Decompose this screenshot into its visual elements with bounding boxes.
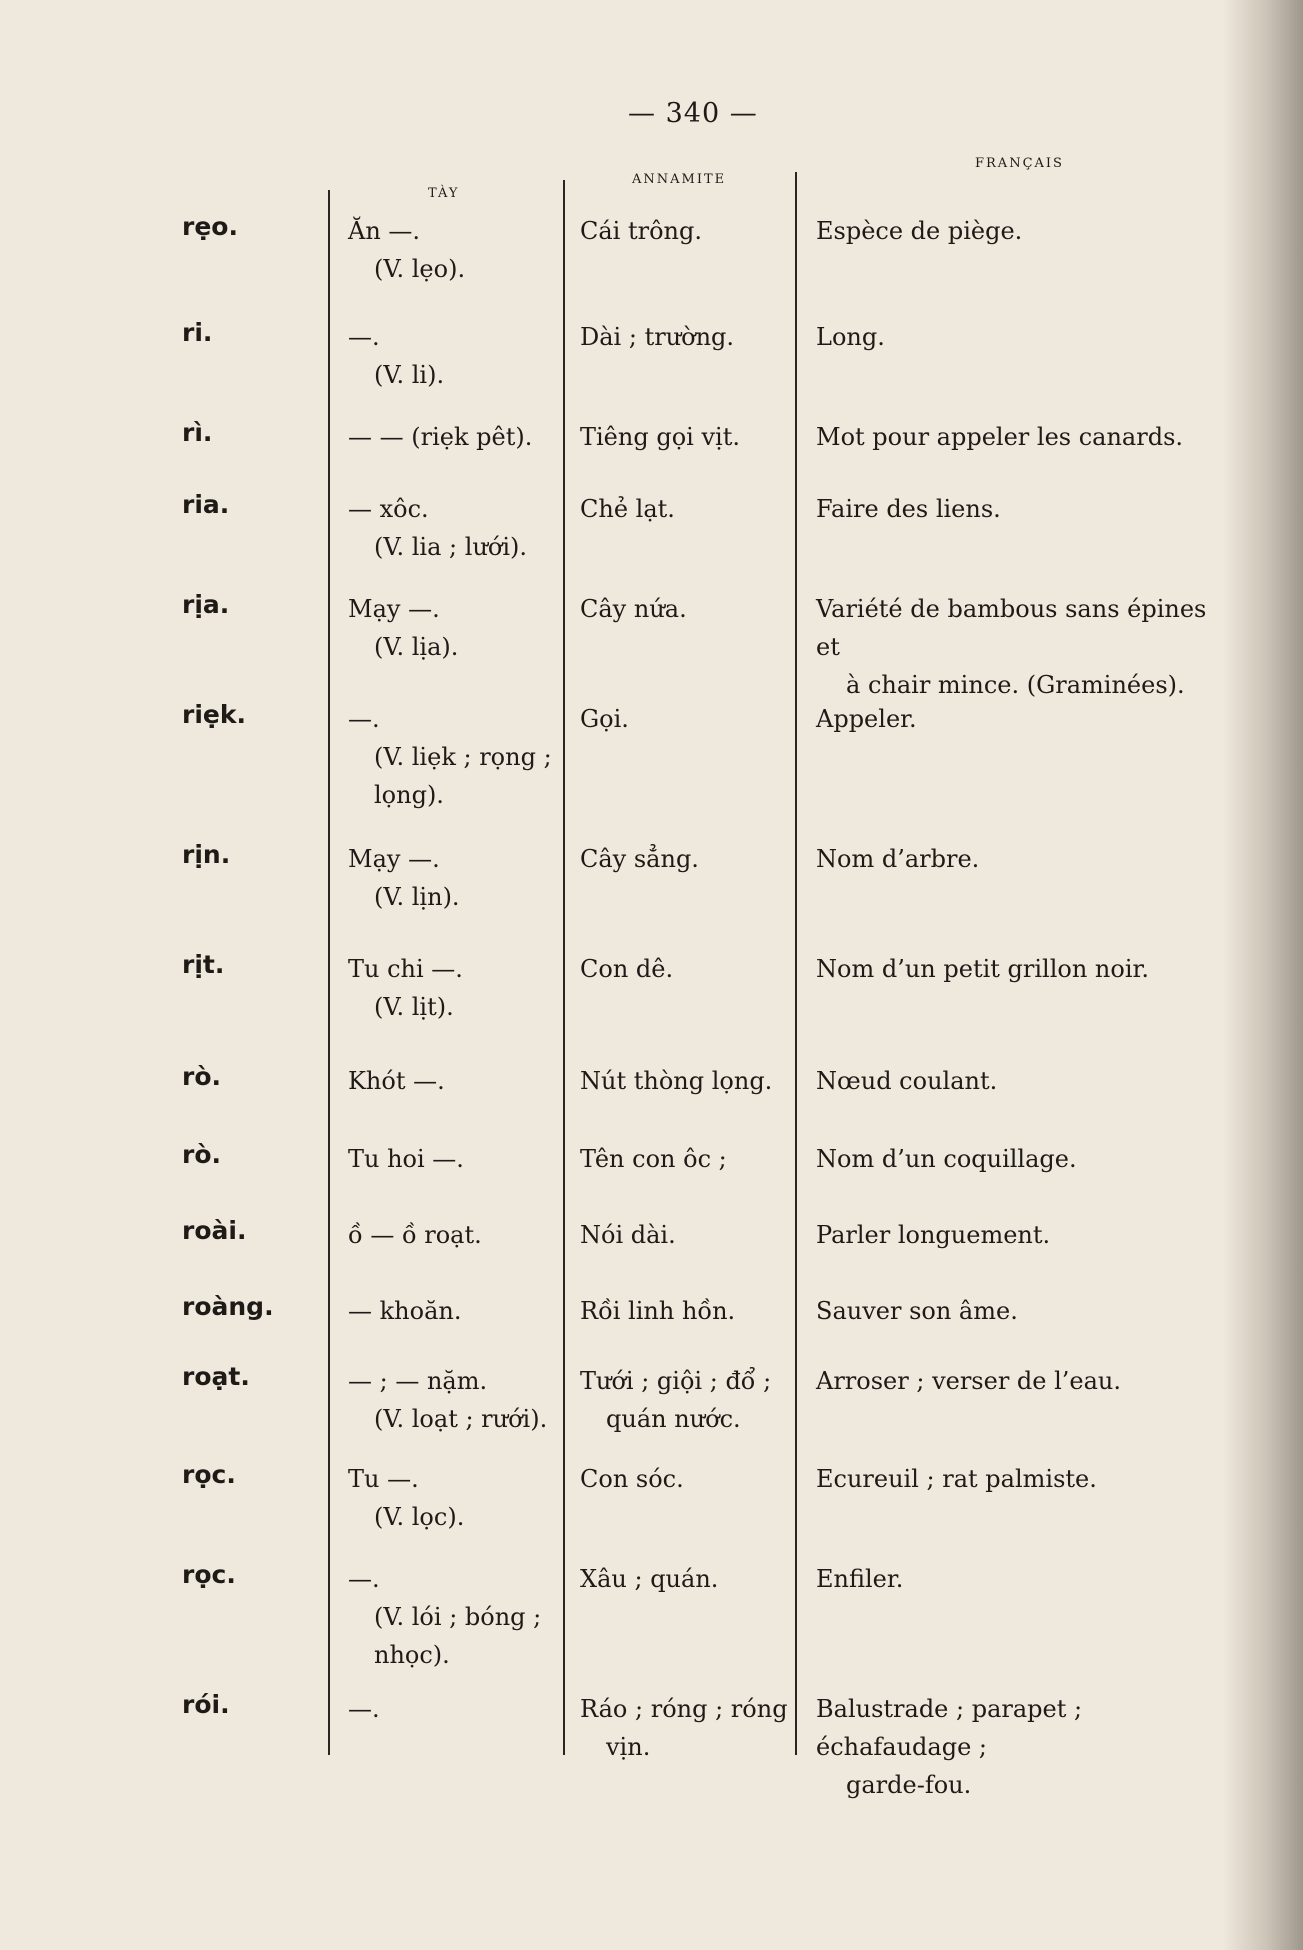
francais-text: Parler longuement. xyxy=(816,1221,1051,1249)
entry-headword: rịa. xyxy=(182,590,230,619)
entry-headword: riẹk. xyxy=(182,700,246,729)
entry-francais xyxy=(816,1140,1236,1178)
entry-tay xyxy=(348,1560,563,1674)
annamite-text: Nói dài. xyxy=(580,1221,676,1249)
entry-francais xyxy=(816,1292,1236,1330)
tay-text: Tu —. xyxy=(348,1465,419,1493)
tay-text: Mạy —. xyxy=(348,595,440,623)
tay-text: Tu hoi —. xyxy=(348,1145,464,1173)
entry-annamite xyxy=(580,950,815,988)
entry-annamite xyxy=(580,1362,815,1438)
tay-text: — — (riẹk pêt). xyxy=(348,423,533,451)
annamite-text: Gọi. xyxy=(580,705,629,733)
annamite-text: Dài ; trường. xyxy=(580,323,735,351)
tay-reference: (V. lịa). xyxy=(374,633,459,661)
francais-text: Appeler. xyxy=(816,705,917,733)
tay-text: —. xyxy=(348,323,380,351)
entry-francais xyxy=(816,840,1236,878)
tay-text: — xôc. xyxy=(348,495,429,523)
francais-text: Espèce de piège. xyxy=(816,217,1023,245)
entry-francais xyxy=(816,418,1236,456)
column-header-francais: FRANÇAIS xyxy=(975,156,1064,171)
francais-text: Faire des liens. xyxy=(816,495,1001,523)
column-header-tay: TÀY xyxy=(428,186,460,201)
tay-reference: (V. lọc). xyxy=(374,1503,465,1531)
tay-text: —. xyxy=(348,705,380,733)
annamite-text: Nút thòng lọng. xyxy=(580,1067,773,1095)
entry-tay xyxy=(348,1292,563,1330)
column-divider-2 xyxy=(563,180,565,1755)
entry-headword: rịt. xyxy=(182,950,225,979)
entry-annamite xyxy=(580,840,815,878)
tay-text: ồ — ồ roạt. xyxy=(348,1221,482,1249)
entry-tay xyxy=(348,212,563,288)
entry-annamite xyxy=(580,1690,815,1766)
entry-tay xyxy=(348,840,563,916)
annamite-continuation: quán nước. xyxy=(606,1405,741,1433)
tay-text: Mạy —. xyxy=(348,845,440,873)
annamite-text: Xâu ; quán. xyxy=(580,1565,719,1593)
tay-reference: (V. loạt ; rưới). xyxy=(374,1405,548,1433)
entry-headword: ria. xyxy=(182,490,230,519)
tay-reference: (V. lẹo). xyxy=(374,255,466,283)
tay-reference: (V. lia ; lưới). xyxy=(374,533,528,561)
entry-headword: rọc. xyxy=(182,1560,236,1589)
francais-text: Ecureuil ; rat palmiste. xyxy=(816,1465,1097,1493)
entry-annamite xyxy=(580,490,815,528)
entry-tay xyxy=(348,590,563,666)
entry-francais xyxy=(816,1690,1236,1804)
francais-text: Nom d’un petit grillon noir. xyxy=(816,955,1149,983)
entry-annamite xyxy=(580,1140,815,1178)
entry-francais xyxy=(816,490,1236,528)
entry-headword: rò. xyxy=(182,1062,222,1091)
entry-annamite xyxy=(580,1062,815,1100)
annamite-continuation: vịn. xyxy=(606,1733,651,1761)
tay-text: Tu chi —. xyxy=(348,955,463,983)
entry-annamite xyxy=(580,1292,815,1330)
entry-francais xyxy=(816,1460,1236,1498)
entry-headword: roàng. xyxy=(182,1292,274,1321)
entry-annamite xyxy=(580,318,815,356)
annamite-text: Tên con ôc ; xyxy=(580,1145,727,1173)
tay-reference: (V. lói ; bóng ; nhọc). xyxy=(374,1603,542,1669)
entry-annamite xyxy=(580,1460,815,1498)
entry-francais xyxy=(816,1216,1236,1254)
tay-text: Ăn —. xyxy=(348,217,421,245)
tay-reference: (V. liẹk ; rọng ; lọng). xyxy=(374,743,552,809)
entry-headword: roạt. xyxy=(182,1362,250,1391)
tay-text: —. xyxy=(348,1565,380,1593)
column-divider-1 xyxy=(328,190,330,1755)
tay-reference: (V. li). xyxy=(374,361,445,389)
entry-francais xyxy=(816,318,1236,356)
tay-text: — ; — nặm. xyxy=(348,1367,488,1395)
annamite-text: Rồi linh hồn. xyxy=(580,1297,736,1325)
entry-tay xyxy=(348,1216,563,1254)
entry-tay xyxy=(348,700,563,814)
entry-headword: rói. xyxy=(182,1690,230,1719)
annamite-text: Cây sẳng. xyxy=(580,845,699,873)
francais-continuation: à chair mince. (Graminées). xyxy=(846,671,1185,699)
annamite-text: Chẻ lạt. xyxy=(580,495,675,523)
annamite-text: Tưới ; giội ; đổ ; xyxy=(580,1367,772,1395)
entry-francais xyxy=(816,700,1236,738)
entry-annamite xyxy=(580,700,815,738)
entry-tay xyxy=(348,418,563,456)
annamite-text: Con sóc. xyxy=(580,1465,684,1493)
entry-francais xyxy=(816,1062,1236,1100)
entry-francais xyxy=(816,1362,1236,1400)
entry-headword: roài. xyxy=(182,1216,247,1245)
entry-tay xyxy=(348,318,563,394)
francais-text: Nœud coulant. xyxy=(816,1067,998,1095)
entry-tay xyxy=(348,1690,563,1728)
annamite-text: Cái trông. xyxy=(580,217,702,245)
entry-headword: rò. xyxy=(182,1140,222,1169)
francais-text: Enfiler. xyxy=(816,1565,904,1593)
entry-francais xyxy=(816,212,1236,250)
entry-francais xyxy=(816,1560,1236,1598)
entry-headword: rì. xyxy=(182,418,213,447)
entry-tay xyxy=(348,950,563,1026)
entry-tay xyxy=(348,1460,563,1536)
entry-annamite xyxy=(580,418,815,456)
tay-reference: (V. lịn). xyxy=(374,883,460,911)
entry-tay xyxy=(348,1062,563,1100)
annamite-text: Con dê. xyxy=(580,955,674,983)
entry-tay xyxy=(348,1140,563,1178)
annamite-text: Ráo ; róng ; róng xyxy=(580,1695,788,1723)
entry-headword: rịn. xyxy=(182,840,231,869)
entry-francais xyxy=(816,590,1236,704)
entry-annamite xyxy=(580,1216,815,1254)
tay-text: Khót —. xyxy=(348,1067,445,1095)
page-number: — 340 — xyxy=(628,98,758,129)
tay-text: —. xyxy=(348,1695,380,1723)
tay-reference: (V. lịt). xyxy=(374,993,454,1021)
entry-headword: rẹo. xyxy=(182,212,238,241)
entry-francais xyxy=(816,950,1236,988)
francais-text: Arroser ; verser de l’eau. xyxy=(816,1367,1122,1395)
francais-continuation: garde-fou. xyxy=(846,1771,972,1799)
entry-tay xyxy=(348,490,563,566)
column-header-annamite: ANNAMITE xyxy=(632,172,727,187)
francais-text: Nom d’arbre. xyxy=(816,845,980,873)
entry-annamite xyxy=(580,212,815,250)
tay-text: — khoăn. xyxy=(348,1297,462,1325)
entry-annamite xyxy=(580,1560,815,1598)
francais-text: Variété de bambous sans épines et xyxy=(816,595,1207,661)
annamite-text: Tiêng gọi vịt. xyxy=(580,423,740,451)
entry-headword: ri. xyxy=(182,318,213,347)
francais-text: Balustrade ; parapet ; échafaudage ; xyxy=(816,1695,1083,1761)
francais-text: Long. xyxy=(816,323,885,351)
entry-annamite xyxy=(580,590,815,628)
francais-text: Mot pour appeler les canards. xyxy=(816,423,1184,451)
entry-tay xyxy=(348,1362,563,1438)
annamite-text: Cây nứa. xyxy=(580,595,687,623)
francais-text: Nom d’un coquillage. xyxy=(816,1145,1077,1173)
entry-headword: rọc. xyxy=(182,1460,236,1489)
francais-text: Sauver son âme. xyxy=(816,1297,1018,1325)
